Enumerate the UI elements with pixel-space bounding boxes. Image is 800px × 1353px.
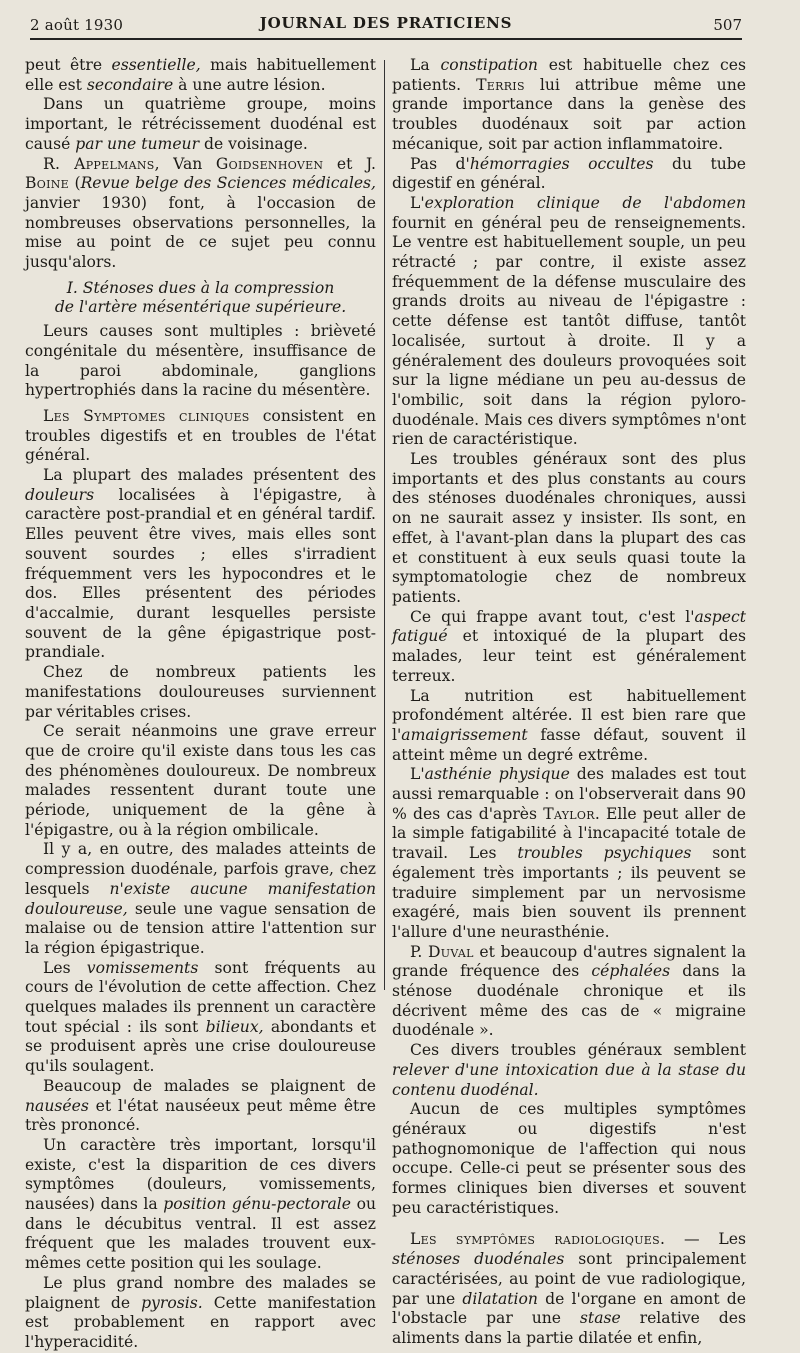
paragraph: Chez de nombreux patients les manifestations douloureuses surviennent par véritables crises. [25, 663, 376, 721]
paragraph: R. Appelmans, Van Goidsenhoven et J. Boine (Revue belge des Sciences médicales, janvier 1930) font, à l'occasion de nombreuses observations personnelles, la mise au point de ce sujet peu connu jusqu'alors. [25, 154, 377, 272]
running-header [30, 14, 742, 38]
author-name: Boine [25, 174, 69, 193]
paragraph: Dans un quatrième groupe, moins important, le rétrécissement duodénal est causé par une tumeur de voisinage. [25, 95, 376, 153]
paragraph: Beaucoup de malades se plaignent de nausées et l'état nauséeux peut même être très prononcé. [25, 1076, 376, 1135]
author-name: R. Appelmans [43, 154, 155, 173]
paragraph: La plupart des malades présentent des douleurs localisées à l'épigastre, à caractère post-prandial et en général tardif. Elles peuvent être vives, mais elles sont souvent sourdes ; elles s'irradient fréquemment vers les hypocondres et le dos. Elles présentent des périodes d'accalmie, durant lesquelles persiste souvent de la gêne épigastrique post-prandiale. [25, 466, 376, 662]
paragraph: Ce qui frappe avant tout, c'est l'aspect fatigué et intoxiqué de la plupart des malades, leur teint est généralement terreux. [392, 607, 746, 685]
author-name: Taylor [543, 804, 595, 823]
paragraph: La nutrition est habituellement profondément altérée. Il est bien rare que l'amaigrissement fasse défaut, souvent il atteint même un degré extrême. [392, 686, 746, 764]
author-name: Terris [476, 75, 525, 94]
page-number: 507 [713, 16, 742, 34]
header-rule [30, 38, 742, 40]
paragraph: L'asthénie physique des malades est tout aussi remarquable : on l'observerait dans 90 % des cas d'après Taylor. Elle peut aller de la simple fatigabilité à l'incapacité totale de travail. Les troubles psychiques sont également très importants ; ils peuvent se traduire simplement par un nervosisme exagéré, mais bien souvent ils prennent l'allure d'une neurasthénie. [392, 765, 747, 941]
journal-reference: Revue belge des Sciences médicales, [80, 174, 377, 193]
paragraph: Le plus grand nombre des malades se plaignent de pyrosis. Cette manifestation est probablement en rapport avec l'hyperacidité. [25, 1273, 376, 1351]
paragraph: Il y a, en outre, des malades atteints de compression duodénale, parfois grave, chez lesquels n'existe aucune manifestation douloureuse, seule une vague sensation de malaise ou de tension attire l'attention sur la région épigastrique. [25, 840, 376, 957]
paragraph: Pas d'hémorragies occultes du tube digestif en général. [392, 154, 746, 193]
subsection-heading: Les Symptomes cliniques [43, 406, 250, 425]
journal-title: JOURNAL DES PRATICIENS [259, 14, 513, 32]
column-divider [384, 60, 385, 990]
issue-date: 2 août 1930 [30, 16, 124, 34]
paragraph: L'exploration clinique de l'abdomen fournit en général peu de renseignements. Le ventre est habituellement souple, un peu rétracté ; par contre, il existe assez fréquemment de la défense musculaire des grands droits au niveau de l'épigastre : cette défense est tantôt diffuse, tantôt localisée, surtout à droite. Il y a généralement des douleurs provoquées soit sur la ligne médiane un peu au-dessus de l'ombilic, soit dans la région pyloro-duodénale. Mais ces divers symptômes n'ont rien de caractéristique. [392, 193, 746, 449]
paragraph: Les troubles généraux sont des plus importants et des plus constants au cours des sténoses duodénales chroniques, aussi on ne saurait assez y insister. Ils sont, en effet, à l'avant-plan dans la plupart des cas et constituent à eux seuls quasi toute la symptomatologie chez de nombreux patients. [392, 450, 746, 606]
paragraph: La constipation est habituelle chez ces patients. Terris lui attribue même une grande importance dans la genèse des troubles duodénaux soit par action mécanique, soit par action inflammatoire. [392, 56, 746, 153]
section-heading: I. Sténoses dues à la compression de l'artère mésentérique supérieure. [54, 278, 347, 317]
paragraph: P. Duval et beaucoup d'autres signalent la grande fréquence des céphalées dans la sténose duodénale chronique et ils décrivent même des cas de « migraine duodénale ». [392, 942, 746, 1040]
left-column [25, 56, 376, 1353]
paragraph: Les Symptomes cliniques consistent en troubles digestifs et en troubles de l'état général. [25, 406, 376, 465]
author-name: Goidsenhoven [215, 154, 324, 173]
paragraph: Aucun de ces multiples symptômes généraux ou digestifs n'est pathognomonique de l'affection qui nous occupe. Celle-ci peut se présenter sous des formes cliniques bien diverses et souvent peu caractéristiques. [392, 1100, 746, 1217]
subsection-heading: Les symptômes radiologiques. [410, 1230, 666, 1249]
paragraph: Ces divers troubles généraux semblent relever d'une intoxication due à la stase du contenu duodénal. [392, 1041, 746, 1099]
paragraph: Ce serait néanmoins une grave erreur que de croire qu'il existe dans tous les cas des phénomènes douloureux. De nombreux malades ressentent durant toute une période, uniquement de la gêne à l'épigastre, ou à la région ombilicale. [25, 722, 376, 839]
paragraph: Leurs causes sont multiples : brièveté congénitale du mésentère, insuffisance de la paroi abdominale, ganglions hypertrophiés dans la racine du mésentère. [25, 322, 376, 400]
paragraph: Un caractère très important, lorsqu'il existe, c'est la disparition de ces divers symptômes (douleurs, vomissements, nausées) dans la position génu-pectorale ou dans le décubitus ventral. Il est assez fréquent que les malades trouvent eux-mêmes cette position qui les soulage. [25, 1135, 376, 1273]
paragraph: Les symptômes radiologiques. — Les sténoses duodénales sont principalement caractérisées, au point de vue radiologique, par une dilatation de l'organe en amont de l'obstacle par une stase relative des aliments dans la partie dilatée et enfin, [392, 1230, 746, 1347]
paragraph: peut être essentielle, mais habituellement elle est secondaire à une autre lésion. [25, 56, 376, 94]
author-name: Duval [427, 942, 474, 961]
paragraph: Les vomissements sont fréquents au cours de l'évolution de cette affection. Chez quelques malades ils prennent un caractère tout spécial : ils sont bilieux, abondants et se produisent après une crise douloureuse qu'ils soulagent. [25, 958, 377, 1076]
right-column [392, 56, 746, 1349]
